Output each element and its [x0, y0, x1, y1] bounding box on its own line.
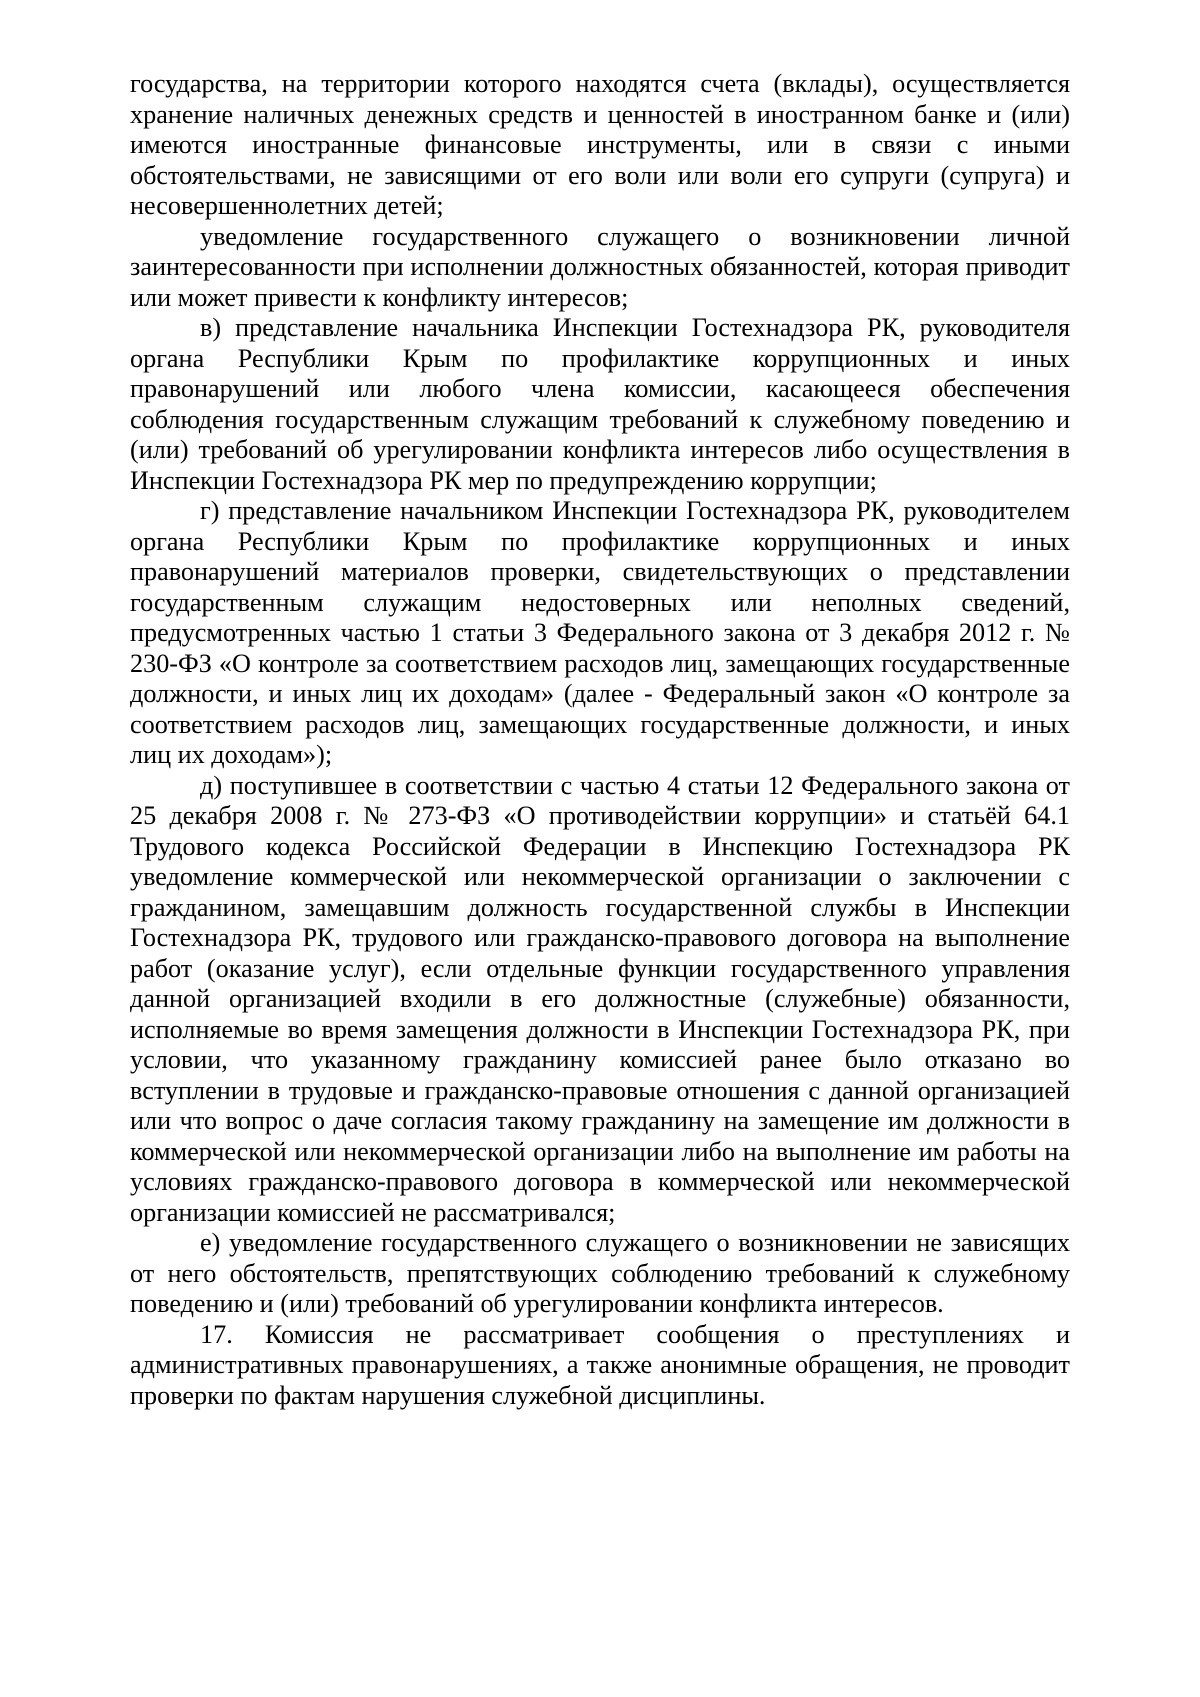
document-page: [130, 69, 1070, 1411]
paragraph-item-d: д) поступившее в соответствии с частью 4 статьи 12 Федерального закона от 25 декабря 2008 г. № 273-ФЗ «О противодействии коррупции» и статьёй 64.1 Трудового кодекса Российской Федерации в Инспекцию Гостехнадзора РК уведомление коммерческой или некоммерческой организации о заключении с гражданином, замещавшим должность государственной службы в Инспекции Гостехнадзора РК, трудового или гражданско-правового договора на выполнение работ (оказание услуг), если отдельные функции государственного управления данной организацией входили в его должностные (служебные) обязанности, исполняемые во время замещения должности в Инспекции Гостехнадзора РК, при условии, что указанному гражданину комиссией ранее было отказано во вступлении в трудовые и гражданско-правовые отношения с данной организацией или что вопрос о даче согласия такому гражданину на замещение им должности в коммерческой или некоммерческой организации либо на выполнение им работы на условиях гражданско-правового договора в коммерческой или некоммерческой организации комиссией не рассматривался;: [130, 770, 1070, 1227]
paragraph-item-e: е) уведомление государственного служащего о возникновении не зависящих от него обстоятельств, препятствующих соблюдению требований к служебному поведению и (или) требований об урегулировании конфликта интересов.: [130, 1228, 1070, 1318]
paragraph-notice-conflict: уведомление государственного служащего о возникновении личной заинтересованности при исполнении должностных обязанностей, которая приводит или может привести к конфликту интересов;: [130, 221, 1070, 312]
paragraph-item-17: 17. Комиссия не рассматривает сообщения о преступлениях и административных правонарушениях, а также анонимные обращения, не проводит проверки по фактам нарушения служебной дисциплины.: [130, 1319, 1070, 1410]
paragraph-item-g: г) представление начальником Инспекции Гостехнадзора РК, руководителем органа Республики Крым по профилактике коррупционных и иных правонарушений материалов проверки, свидетельствующих о представлении государственным служащим недостоверных или неполных сведений, предусмотренных частью 1 статьи 3 Федерального закона от 3 декабря 2012 г. № 230-ФЗ «О контроле за соответствием расходов лиц, замещающих государственные должности, и иных лиц их доходам» (далее - Федеральный закон «О контроле за соответствием расходов лиц, замещающих государственные должности, и иных лиц их доходам»);: [130, 496, 1070, 769]
paragraph-continuation: государства, на территории которого находятся счета (вклады), осуществляется хранение наличных денежных средств и ценностей в иностранном банке и (или) имеются иностранные финансовые инструменты, или в связи с иными обстоятельствами, не зависящими от его воли или воли его супруги (супруга) и несовершеннолетних детей;: [130, 69, 1070, 220]
paragraph-item-v: в) представление начальника Инспекции Гостехнадзора РК, руководителя органа Республики Крым по профилактике коррупционных и иных правонарушений или любого члена комиссии, касающееся обеспечения соблюдения государственным служащим требований к служебному поведению и (или) требований об урегулировании конфликта интересов либо осуществления в Инспекции Гостехнадзора РК мер по предупреждению коррупции;: [130, 313, 1070, 495]
